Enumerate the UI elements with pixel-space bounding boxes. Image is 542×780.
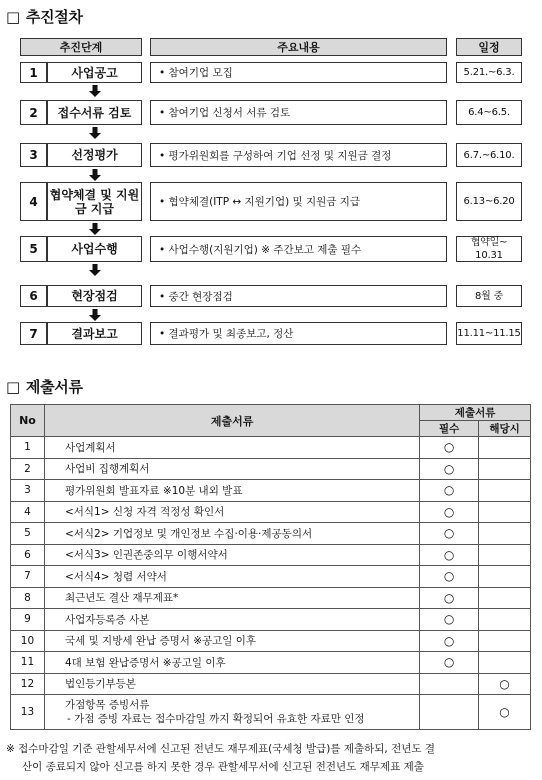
step-schedule: 협약일~ 10.31 (456, 236, 522, 262)
document-name-text: 국세 및 지방세 완납 증명서 ※공고일 이후 (64, 635, 257, 648)
row-document-name (44, 630, 419, 652)
footnote-line-1: ※ 접수마감일 기준 관할세무서에 신고된 전년도 재무제표(국세청 발급)를 제출하되, 전년도 결 (6, 743, 435, 755)
required-mark: ○ (420, 587, 479, 609)
document-name-text: <서식3> 인권존중의무 이행서약서 (64, 549, 228, 562)
table-row (11, 673, 531, 695)
step-schedule: 6.7.~6.10. (456, 143, 522, 167)
table-row (11, 437, 531, 459)
header-no: No (11, 405, 45, 437)
required-mark: ○ (420, 480, 479, 502)
required-mark: ○ (420, 458, 479, 480)
row-number: 6 (11, 544, 45, 566)
row-number: 5 (11, 523, 45, 545)
footnote (6, 740, 536, 776)
down-arrow-icon (88, 169, 102, 181)
down-arrow-icon (88, 223, 102, 235)
down-arrow-icon (88, 127, 102, 139)
required-mark: ○ (420, 544, 479, 566)
row-document-name (44, 673, 419, 695)
header-required: 필수 (420, 421, 479, 437)
square-bullet-icon: □ (6, 8, 20, 26)
step-stage: 현장점검 (47, 285, 142, 307)
step-content: • 참여기업 신청서 서류 검토 (150, 100, 447, 125)
row-document-name (44, 501, 419, 523)
row-document-name (44, 695, 419, 730)
row-document-name (44, 566, 419, 588)
document-name-text: <서식1> 신청 자격 적정성 확인서 (64, 506, 225, 519)
applicable-mark (479, 523, 531, 545)
section-title-documents (6, 376, 83, 397)
document-name-text: 사업자등록증 사본 (64, 613, 150, 626)
table-row (11, 587, 531, 609)
step-number: 4 (20, 182, 47, 221)
step-stage: 선정평가 (47, 143, 142, 167)
row-document-name (44, 437, 419, 459)
row-number: 13 (11, 695, 45, 730)
row-number: 3 (11, 480, 45, 502)
step-number: 6 (20, 285, 47, 307)
row-document-name (44, 652, 419, 674)
row-number: 1 (11, 437, 45, 459)
table-row (11, 501, 531, 523)
header-group: 제출서류 (420, 405, 531, 421)
row-number: 2 (11, 458, 45, 480)
table-row (11, 609, 531, 631)
applicable-mark: ○ (479, 695, 531, 730)
header-stage: 추진단계 (20, 38, 142, 56)
document-name-text: 4대 보험 완납증명서 ※공고일 이후 (64, 656, 226, 669)
document-name-text: 사업비 집행계획서 (64, 463, 150, 476)
step-schedule: 8월 중 (456, 285, 522, 307)
row-document-name (44, 523, 419, 545)
down-arrow-icon (88, 85, 102, 97)
table-row (11, 695, 531, 730)
row-number: 10 (11, 630, 45, 652)
document-subnote: - 가점 증빙 자료는 접수마감일 까지 확정되어 유효한 자료만 인정 (66, 713, 365, 725)
step-stage: 결과보고 (47, 322, 142, 345)
step-stage: 협약체결 및 지원금 지급 (47, 182, 142, 221)
applicable-mark (479, 501, 531, 523)
step-content: • 결과평가 및 최종보고, 정산 (150, 322, 447, 345)
table-row (11, 458, 531, 480)
required-mark: ○ (420, 630, 479, 652)
document-name-text: <서식4> 청렴 서약서 (64, 570, 167, 583)
required-mark: ○ (420, 566, 479, 588)
down-arrow-icon (88, 309, 102, 321)
document-name-text: 법인등기부등본 (64, 678, 136, 691)
step-content: • 사업수행(지원기업) ※ 주간보고 제출 필수 (150, 236, 447, 262)
required-mark (420, 673, 479, 695)
row-document-name (44, 544, 419, 566)
document-name-text: 사업계획서 (64, 441, 116, 454)
required-mark: ○ (420, 609, 479, 631)
applicable-mark (479, 587, 531, 609)
square-bullet-icon: □ (6, 378, 20, 396)
table-row (11, 480, 531, 502)
applicable-mark (479, 630, 531, 652)
required-mark: ○ (420, 652, 479, 674)
step-schedule: 6.13~6.20 (456, 182, 522, 221)
table-row (11, 544, 531, 566)
header-doc: 제출서류 (44, 405, 419, 437)
row-document-name (44, 480, 419, 502)
row-document-name (44, 458, 419, 480)
required-mark: ○ (420, 437, 479, 459)
row-document-name (44, 609, 419, 631)
documents-table (10, 404, 531, 730)
step-content: • 중간 현장점검 (150, 285, 447, 307)
step-content: • 협약체결(ITP ↔ 지원기업) 및 지원금 지급 (150, 182, 447, 221)
step-number: 7 (20, 322, 47, 345)
step-number: 2 (20, 100, 47, 125)
section-title-text: 추진절차 (25, 8, 83, 26)
section-title-procedure (6, 6, 83, 27)
row-document-name (44, 587, 419, 609)
header-applicable: 해당시 (479, 421, 531, 437)
row-number: 8 (11, 587, 45, 609)
table-row (11, 652, 531, 674)
row-number: 7 (11, 566, 45, 588)
applicable-mark (479, 544, 531, 566)
applicable-mark (479, 437, 531, 459)
document-name-text: 최근년도 결산 재무제표* (64, 592, 179, 605)
section-title-text: 제출서류 (25, 378, 83, 396)
required-mark: ○ (420, 523, 479, 545)
row-number: 12 (11, 673, 45, 695)
applicable-mark (479, 480, 531, 502)
table-row (11, 523, 531, 545)
table-row (11, 566, 531, 588)
applicable-mark (479, 652, 531, 674)
applicable-mark (479, 458, 531, 480)
footnote-line-2: 산이 종료되지 않아 신고를 하지 못한 경우 관할세무서에 신고된 전전년도 재무제표 제출 (22, 761, 424, 773)
row-number: 4 (11, 501, 45, 523)
step-content: • 참여기업 모집 (150, 62, 447, 83)
down-arrow-icon (88, 264, 102, 276)
applicable-mark (479, 566, 531, 588)
required-mark: ○ (420, 501, 479, 523)
applicable-mark (479, 609, 531, 631)
required-mark (420, 695, 479, 730)
step-stage: 접수서류 검토 (47, 100, 142, 125)
step-number: 5 (20, 236, 47, 262)
step-schedule: 6.4~6.5. (456, 100, 522, 125)
applicable-mark: ○ (479, 673, 531, 695)
step-schedule: 5.21.~6.3. (456, 62, 522, 83)
step-stage: 사업수행 (47, 236, 142, 262)
document-name-text: <서식2> 기업정보 및 개인정보 수집·이용·제공동의서 (64, 527, 313, 540)
step-content: • 평가위원회를 구성하여 기업 선정 및 지원금 결정 (150, 143, 447, 167)
step-schedule: 11.11~11.15 (456, 322, 522, 345)
table-row (11, 630, 531, 652)
header-schedule: 일정 (456, 38, 522, 56)
step-number: 1 (20, 62, 47, 83)
document-name-text: 가점항목 증빙서류 (64, 699, 150, 711)
row-number: 11 (11, 652, 45, 674)
step-number: 3 (20, 143, 47, 167)
step-stage: 사업공고 (47, 62, 142, 83)
row-number: 9 (11, 609, 45, 631)
document-name-text: 평가위원회 발표자료 ※10분 내외 발표 (64, 484, 243, 497)
header-content: 주요내용 (150, 38, 447, 56)
